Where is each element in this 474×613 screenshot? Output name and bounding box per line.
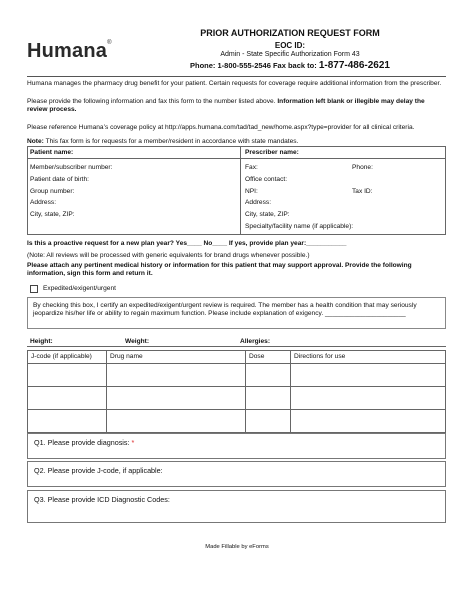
q1-label: Q1. Please provide diagnosis: * [34,438,135,447]
form-subtitle: Admin - State Specific Authorization Form 43 [220,51,360,58]
member-number-field[interactable]: Member/subscriber number: [30,164,113,171]
group-number-field[interactable]: Group number: [30,188,75,195]
patient-dob-field[interactable]: Patient date of birth: [30,176,90,183]
instructions-paragraph: Please provide the following information and fax this form to the number listed above. Information left blank or illegible may delay the review process. [27,98,425,113]
form-title: PRIOR AUTHORIZATION REQUEST FORM [200,28,380,38]
contact-line: Phone: 1-800-555-2546 Fax back to: 1-877-486-2621 [190,60,390,71]
policy-reference: Please reference Humana’s coverage policy at http://apps.humana.com/tad/tad_new/home.aspx?type=provider for all clinical criteria. [27,124,415,131]
col-jcode: J-code (if applicable) [31,353,92,360]
proactive-request-question[interactable]: Is this a proactive request for a new plan year? Yes____ No____ If yes, provide plan year:___________ [27,240,347,247]
humana-logo: Humana® [27,40,112,62]
prescriber-city-field[interactable]: City, state, ZIP: [245,211,290,218]
specialty-field[interactable]: Specialty/facility name (if applicable): [245,223,354,230]
generic-note: (Note: All reviews will be processed with generic equivalents for brand drugs whenever possible.) [27,252,310,259]
weight-field[interactable]: Weight: [125,338,150,345]
prescriber-fax-field[interactable]: Fax: [245,164,258,171]
col-dose: Dose [249,353,265,360]
patient-city-field[interactable]: City, state, ZIP: [30,211,75,218]
expedited-checkbox[interactable] [30,285,38,293]
fax-number: 1-877-486-2621 [318,60,390,71]
attach-instructions: Please attach any pertinent medical history or information for this patient that may support approval. Provide the following information, sign this form and return it. [27,262,412,277]
q3-box[interactable] [27,490,446,523]
prescriber-phone-field[interactable]: Phone: [352,164,373,171]
expedited-label: Expedited/exigent/urgent [43,285,116,292]
note-line: Note: This fax form is for requests for a member/resident in accordance with state mandates. [27,138,299,145]
height-field[interactable]: Height: [30,338,53,345]
box-divider [27,158,446,159]
prescriber-name-label[interactable]: Prescriber name: [245,149,299,156]
q1-box[interactable] [27,433,446,459]
allergies-field[interactable]: Allergies: [240,338,271,345]
table-row-divider [27,363,446,364]
box-column-divider [240,146,241,235]
vitals-underline [27,346,446,347]
intro-paragraph: Humana manages the pharmacy drug benefit for your patient. Certain requests for coverage require additional information from the prescriber. [27,80,442,87]
q2-label: Q2. Please provide J-code, if applicable: [34,466,163,475]
col-drug-name: Drug name [110,353,143,360]
table-row-divider [27,409,446,410]
prescriber-address-field[interactable]: Address: [245,199,272,206]
exigency-certification[interactable]: By checking this box, I certify an expedited/exigent/urgent review is required. The member has a health condition that may seriously jeopardize his/her life or ability to regain maximum function. Please include explanation of exigency. ______________________ [33,302,417,317]
col-directions: Directions for use [294,353,346,360]
divider [27,76,446,77]
patient-address-field[interactable]: Address: [30,199,57,206]
npi-field[interactable]: NPI: [245,188,258,195]
q2-box[interactable] [27,461,446,487]
footer-text: Made Fillable by eForms [205,544,269,550]
patient-prescriber-box [27,146,446,235]
patient-name-label[interactable]: Patient name: [30,149,74,156]
table-row-divider [27,386,446,387]
office-contact-field[interactable]: Office contact: [245,176,288,183]
eoc-id-label: EOC ID: [274,41,306,50]
q3-label: Q3. Please provide ICD Diagnostic Codes: [34,495,170,504]
tax-id-field[interactable]: Tax ID: [352,188,373,195]
